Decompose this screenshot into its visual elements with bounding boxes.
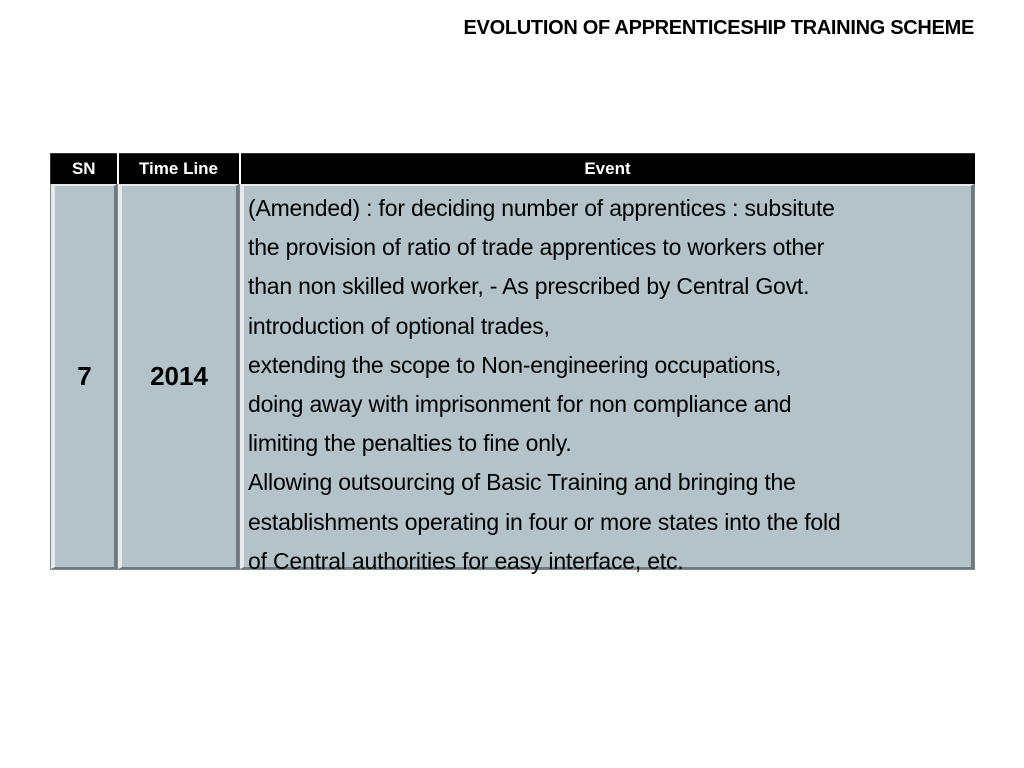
event-line: of Central authorities for easy interface, etc. xyxy=(248,547,684,574)
table-header-row xyxy=(51,154,975,185)
sn-value: 7 xyxy=(77,361,92,391)
event-line: introduction of optional trades, xyxy=(248,312,550,339)
year-cell xyxy=(118,184,240,570)
page-title: EVOLUTION OF APPRENTICESHIP TRAINING SCHEME xyxy=(463,17,974,39)
table-row xyxy=(51,184,975,570)
year-value: 2014 xyxy=(150,361,208,391)
header-timeline: Time Line xyxy=(118,154,240,185)
event-line: (Amended) : for deciding number of apprentices : subsitute xyxy=(248,195,835,221)
event-line: extending the scope to Non-engineering occupations, xyxy=(248,351,782,378)
event-line: doing away with imprisonment for non compliance and xyxy=(248,391,792,418)
header-event: Event xyxy=(240,154,975,185)
sn-cell xyxy=(51,184,118,570)
event-line: than non skilled worker, - As prescribed by Central Govt. xyxy=(248,273,810,300)
event-text xyxy=(248,189,841,581)
event-line: the provision of ratio of trade apprentices to workers other xyxy=(248,234,825,261)
event-line: establishments operating in four or more states into the fold xyxy=(248,508,841,535)
event-cell xyxy=(240,184,975,574)
event-line: Allowing outsourcing of Basic Training and bringing the xyxy=(248,469,796,496)
header-sn: SN xyxy=(51,154,118,185)
events-table xyxy=(50,153,975,574)
event-line: limiting the penalties to fine only. xyxy=(248,430,572,457)
